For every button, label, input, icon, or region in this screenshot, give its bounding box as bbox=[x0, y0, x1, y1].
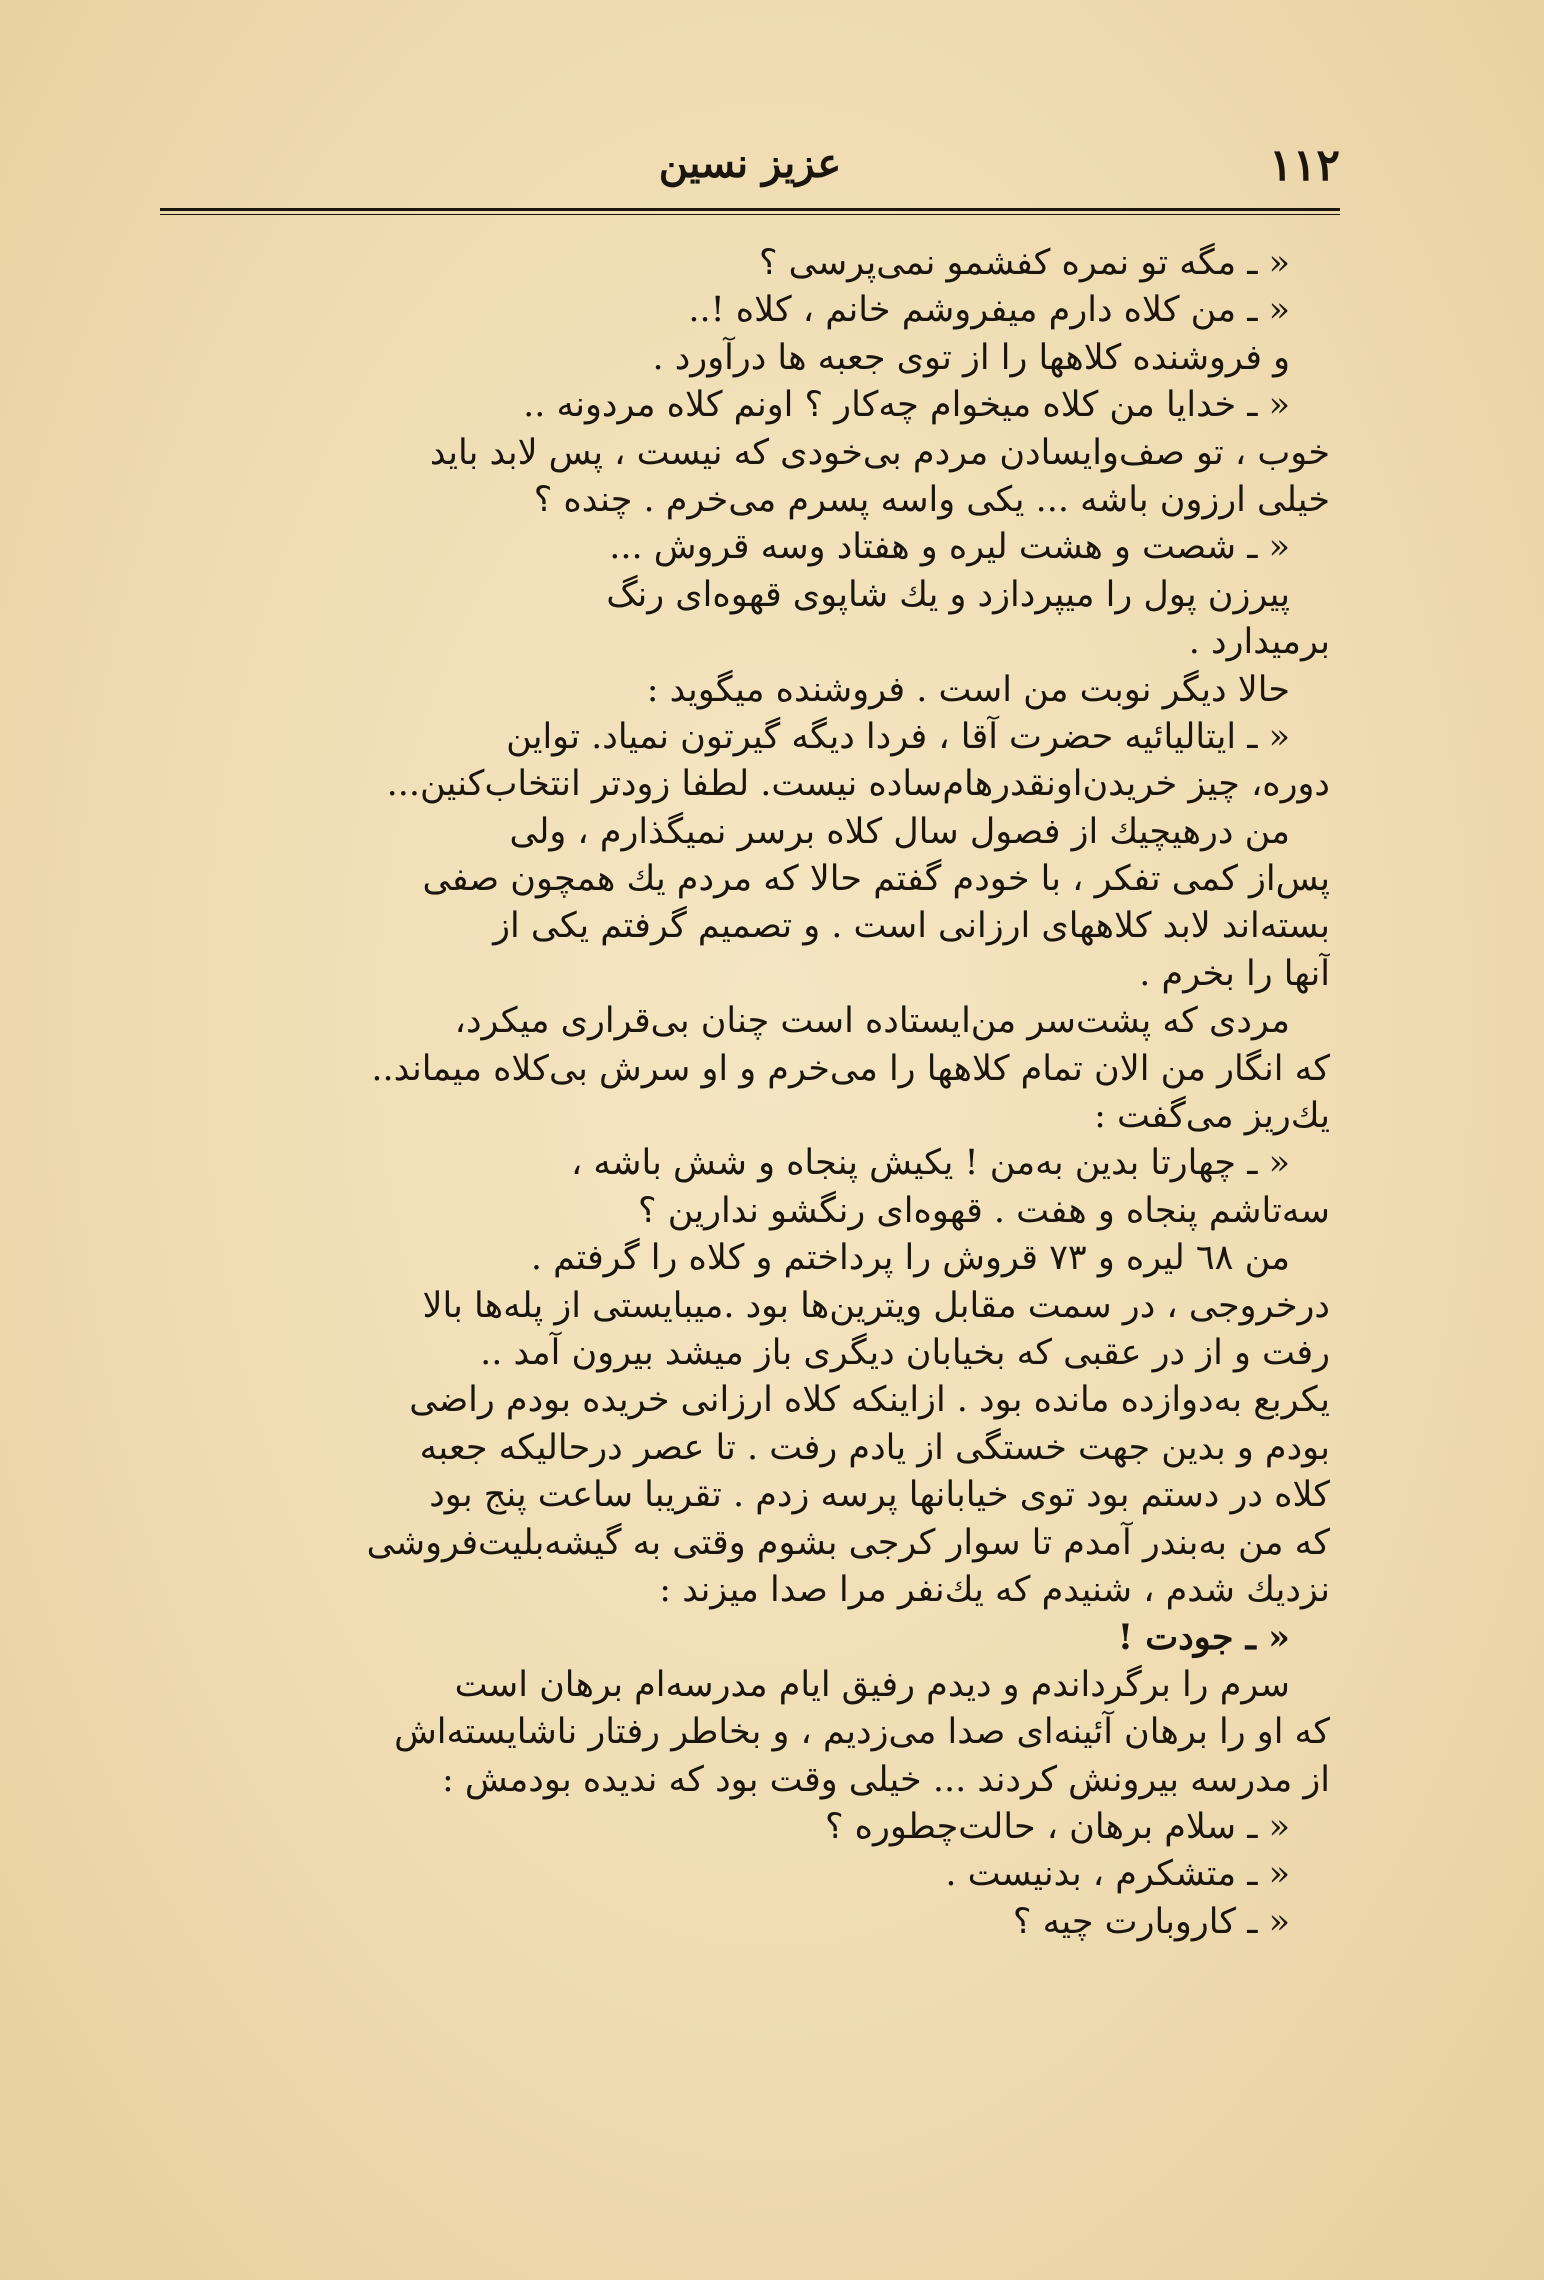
header-rule-thin bbox=[160, 214, 1340, 215]
text-line: « ـ خدایا من کلاه میخوام چه‌کار ؟ اونم کلاه مردونه .. bbox=[523, 385, 1290, 426]
text-line: « ـ سلام برهان ، حالت‌چطوره ؟ bbox=[824, 1806, 1290, 1847]
text-line: رفت و از در عقبی که بخیابان دیگری باز میشد بیرون آمد .. bbox=[480, 1332, 1330, 1373]
text-line: سرم را برگرداندم و دیدم رفیق ایام مدرسه‌ام برهان است bbox=[454, 1664, 1290, 1705]
text-line: من درهیچیك از فصول سال کلاه برسر نمیگذارم ، ولی bbox=[509, 811, 1290, 852]
text-line: و فروشنده کلاهها را از توی جعبه ها درآورد . bbox=[652, 337, 1290, 378]
text-line: پس‌از کمی تفکر ، با خودم گفتم حالا که مردم یك همچون صفی bbox=[422, 859, 1330, 900]
text-line: « ـ متشکرم ، بدنیست . bbox=[945, 1854, 1290, 1895]
text-line: که من به‌بندر آمدم تا سوار کرجی بشوم وقتی به گیشه‌بلیت‌فروشی bbox=[366, 1522, 1330, 1563]
page-number: ۱۱۲ bbox=[1269, 140, 1340, 191]
text-line: « ـ چهارتا بدین به‌من ! یکیش پنجاه و شش باشه ، bbox=[570, 1143, 1290, 1184]
text-line: « ـ مگه تو نمره کفشمو نمی‌پرسی ؟ bbox=[758, 243, 1290, 283]
text-line: بسته‌اند لابد کلاههای ارزانی است . و تصمیم گرفتم یکی از bbox=[493, 906, 1330, 947]
text-line: حالا دیگر نوبت من است . فروشنده میگوید : bbox=[646, 669, 1290, 710]
text-line: بودم و بدین جهت خستگی از یادم رفت . تا عصر درحالیکه جعبه bbox=[419, 1427, 1330, 1468]
header-rule bbox=[160, 208, 1340, 211]
text-line: آنها را بخرم . bbox=[1139, 953, 1330, 994]
running-head: عزیز نسین bbox=[658, 140, 842, 187]
text-line: که او را برهان آئینه‌ای صدا می‌زدیم ، و بخاطر رفتار ناشایسته‌اش bbox=[394, 1712, 1330, 1753]
page-header bbox=[160, 140, 1340, 200]
text-line: من ٦٨ لیره و ٧٣ قروش را پرداختم و کلاه را گرفتم . bbox=[530, 1238, 1290, 1279]
body-text bbox=[150, 240, 1330, 1946]
text-line: از مدرسه بیرونش کردند ... خیلی وقت بود که ندیده بودمش : bbox=[442, 1759, 1330, 1800]
text-line: خیلی ارزون باشه ... یکی واسه پسرم می‌خرم . چنده ؟ bbox=[533, 479, 1330, 520]
text-line: خوب ، تو صف‌وایسادن مردم بی‌خودی که نیست ، پس لابد باید bbox=[429, 432, 1330, 473]
text-line: مردی که پشت‌سر من‌ایستاده است چنان بی‌قراری میکرد، bbox=[454, 1001, 1290, 1042]
text-line: « ـ جودت ! bbox=[1117, 1617, 1290, 1659]
text-line: برمیدارد . bbox=[1188, 622, 1330, 663]
text-line: کلاه در دستم بود توی خیابانها پرسه زدم . تقریبا ساعت پنج بود bbox=[429, 1475, 1330, 1516]
text-line: « ـ کاروبارت چیه ؟ bbox=[1012, 1901, 1290, 1942]
text-line: « ـ شصت و هشت لیره و هفتاد وسه قروش ... bbox=[609, 527, 1290, 568]
text-line: یکربع به‌دوازده مانده بود . ازاینکه کلاه ارزانی خریده بودم راضی bbox=[409, 1380, 1330, 1421]
text-line: پیرزن پول را میپردازد و یك شاپوی قهوه‌ای رنگ bbox=[606, 574, 1290, 615]
text-line: یك‌ریز می‌گفت : bbox=[1094, 1096, 1330, 1137]
text-line: که انگار من الان تمام کلاهها را می‌خرم و او سرش بی‌کلاه میماند.. bbox=[371, 1048, 1330, 1089]
text-line: « ـ ایتالیائیه حضرت آقا ، فردا دیگه گیرتون نمیاد. تواین bbox=[506, 716, 1290, 757]
text-line: دوره، چیز خریدن‌اونقدرهام‌ساده نیست. لطفا زودتر انتخاب‌کنین... bbox=[386, 764, 1330, 805]
text-line: « ـ من کلاه دارم میفروشم خانم ، کلاه !.. bbox=[688, 290, 1290, 331]
text-line: سه‌تاشم پنجاه و هفت . قهوه‌ای رنگشو ندارین ؟ bbox=[638, 1190, 1330, 1231]
text-line: نزدیك شدم ، شنیدم که یك‌نفر مرا صدا میزند : bbox=[659, 1569, 1330, 1610]
text-line: درخروجی ، در سمت مقابل ویترین‌ها بود .میبایستی از پله‌ها بالا bbox=[422, 1285, 1330, 1326]
